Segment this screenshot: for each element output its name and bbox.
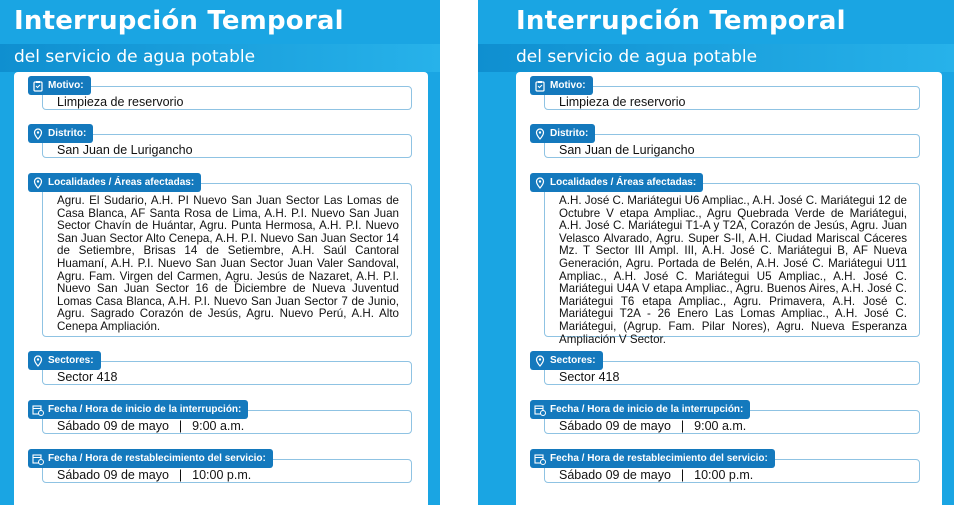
clipboard-icon xyxy=(534,80,546,92)
notice-panel-right xyxy=(478,0,954,505)
inicio-fecha: Sábado 09 de mayo xyxy=(559,419,671,433)
inicio-label: Fecha / Hora de inicio de la interrupción: xyxy=(48,404,242,415)
sectores-tag xyxy=(28,351,101,370)
motivo-field xyxy=(28,76,412,116)
distrito-label: Distrito: xyxy=(48,128,87,139)
inicio-tag xyxy=(530,400,750,419)
inicio-label: Fecha / Hora de inicio de la interrupción: xyxy=(550,404,744,415)
distrito-label: Distrito: xyxy=(550,128,589,139)
fin-label: Fecha / Hora de restablecimiento del servicio: xyxy=(550,453,768,464)
fin-hora: 10:00 p.m. xyxy=(694,468,754,482)
motivo-tag xyxy=(28,76,91,95)
inicio-separator: | xyxy=(680,419,685,433)
location-pin-icon xyxy=(534,128,546,140)
fin-tag xyxy=(530,449,775,468)
motivo-value: Limpieza de reservorio xyxy=(544,86,920,110)
localidades-tag xyxy=(530,173,703,192)
fin-separator: | xyxy=(680,468,685,482)
localidades-tag xyxy=(28,173,201,192)
calendar-clock-icon xyxy=(534,404,546,416)
calendar-clock-icon xyxy=(534,453,546,465)
motivo-label: Motivo: xyxy=(550,80,586,91)
localidades-label: Localidades / Áreas afectadas: xyxy=(550,177,697,188)
notice-card xyxy=(516,72,942,505)
sectores-tag xyxy=(530,351,603,370)
location-pin-icon xyxy=(32,355,44,367)
distrito-field xyxy=(28,124,412,164)
fin-field xyxy=(28,449,412,489)
inicio-tag xyxy=(28,400,248,419)
calendar-clock-icon xyxy=(32,453,44,465)
sectores-field xyxy=(28,351,412,391)
localidades-field xyxy=(530,173,920,346)
motivo-tag xyxy=(530,76,593,95)
inicio-field xyxy=(28,400,412,440)
sectores-field xyxy=(530,351,920,391)
notice-card xyxy=(14,72,428,505)
inicio-hora: 9:00 a.m. xyxy=(694,419,747,433)
fin-hora: 10:00 p.m. xyxy=(192,468,252,482)
location-pin-icon xyxy=(32,128,44,140)
distrito-value: San Juan de Lurigancho xyxy=(544,134,920,158)
sectores-value: Sector 418 xyxy=(42,361,412,385)
fin-label: Fecha / Hora de restablecimiento del servicio: xyxy=(48,453,266,464)
fin-fecha: Sábado 09 de mayo xyxy=(57,468,169,482)
sectores-label: Sectores: xyxy=(48,355,94,366)
notice-title: Interrupción Temporal xyxy=(14,6,344,36)
motivo-field xyxy=(530,76,920,116)
fin-separator: | xyxy=(178,468,183,482)
location-pin-icon xyxy=(534,177,546,189)
motivo-value: Limpieza de reservorio xyxy=(42,86,412,110)
localidades-value: Agru. El Sudario, A.H. PI Nuevo San Juan Sector Las Lomas de Casa Blanca, AF Santa Rosa de Lima, A.H. P.I. Nuevo San Juan Sector Chavín de Huántar, Agru. Punta Hermosa, A.H. P.I. Nuevo San Juan Sector Alto Cenepa, A.H. P.I. Nuevo San Juan Sector 14 de Setiembre, Brisas 14 de Setiembre, A.H. Saúl Cantoral Huamaní, A.H. P.I. Nuevo San Juan Sector Juan Valer Sandoval, Agru. Fam. Virgen del Carmen, Agru. Jesús de Nazaret, A.H. P.I. Nuevo San Juan Sector 16 de Diciembre de Nueva Juventud Lomas Casa Blanca, A.H. P.I. Nuevo San Juan Sector 7 de Junio, Agru. Sagrado Corazón de Jesús, Agru. Nuevo Perú, A.H. Alto Cenepa Ampliación. xyxy=(42,183,412,337)
sectores-value: Sector 418 xyxy=(544,361,920,385)
distrito-field xyxy=(530,124,920,164)
fin-fecha: Sábado 09 de mayo xyxy=(559,468,671,482)
notice-panel-left xyxy=(0,0,440,505)
notice-subtitle: del servicio de agua potable xyxy=(516,47,758,67)
calendar-clock-icon xyxy=(32,404,44,416)
notice-subtitle-bar xyxy=(478,44,954,72)
notice-subtitle: del servicio de agua potable xyxy=(14,47,256,67)
notice-title: Interrupción Temporal xyxy=(516,6,846,36)
distrito-tag xyxy=(28,124,93,143)
motivo-label: Motivo: xyxy=(48,80,84,91)
localidades-value: A.H. José C. Mariátegui U6 Ampliac., A.H. José C. Mariátegui 12 de Octubre V etapa Ampliac., Agru Quebrada Verde de Mariátegui, A.H. José C. Mariátegui T1-A y T2A, Corazón de Jesús, Agru. Juan Velasco Alvarado, Agru. Super S-II, A.H. Ciudad Mariscal Cáceres Mz. T Sector III Ampl. III, A.H. José C. Mariátegui B, AF Nueva Generación, Agru. Portada de Belén, A.H. José C. Mariátegui U11 Ampliac., A.H. José C. Mariátegui U5 Ampliac., A.H. José C. Mariátegui U4A V etapa Ampliac., Agru. Buenos Aires, A.H. José C. Mariátegui T6 etapa Ampliac., Agru. Primavera, A.H. José C. Mariátegui T2A - 26 Enero Las Lomas Ampliac., A.H. José C. Mariátegui, (Agrup. Fam. Pilar Nores), Agru. Nueva Esperanza Ampliación V Sector. xyxy=(544,183,920,337)
inicio-separator: | xyxy=(178,419,183,433)
fin-tag xyxy=(28,449,273,468)
localidades-label: Localidades / Áreas afectadas: xyxy=(48,177,195,188)
localidades-field xyxy=(28,173,412,341)
sectores-label: Sectores: xyxy=(550,355,596,366)
distrito-tag xyxy=(530,124,595,143)
fin-field xyxy=(530,449,920,489)
inicio-hora: 9:00 a.m. xyxy=(192,419,245,433)
location-pin-icon xyxy=(32,177,44,189)
clipboard-icon xyxy=(32,80,44,92)
notice-subtitle-bar xyxy=(0,44,440,72)
distrito-value: San Juan de Lurigancho xyxy=(42,134,412,158)
location-pin-icon xyxy=(534,355,546,367)
inicio-field xyxy=(530,400,920,440)
inicio-fecha: Sábado 09 de mayo xyxy=(57,419,169,433)
